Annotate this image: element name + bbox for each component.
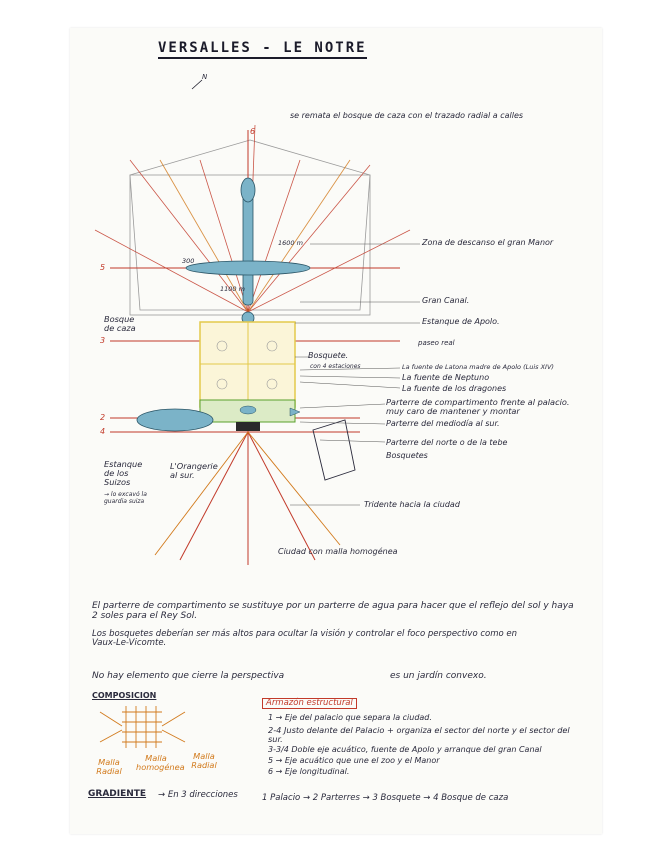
label-4-estaciones: con 4 estaciones: [310, 363, 361, 370]
label-ciudad: Ciudad con malla homogénea: [278, 547, 398, 556]
label-fuente-neptuno: La fuente de Neptuno: [402, 373, 490, 382]
dim-1600: 1600 m: [278, 239, 303, 247]
page-title: VERSALLES - LE NOTRE: [158, 40, 367, 59]
armazon-heading: Armazón estructural: [262, 698, 357, 709]
armazon-item-1: 1 → Eje del palacio que separa la ciudad.: [268, 713, 432, 722]
dim-1100: 1100 m: [220, 285, 245, 293]
label-gran-canal: Gran Canal.: [422, 296, 470, 305]
gardens: [200, 322, 300, 431]
bosquete-parcel: [313, 420, 355, 480]
axis-number-4: 4: [100, 427, 106, 436]
gradiente-text: → En 3 direcciones: [158, 790, 238, 800]
note-perspectiva: No hay elemento que cierre la perspectiva: [92, 671, 285, 681]
axis-number-3: 3: [100, 336, 106, 345]
composicion-sketch: [100, 706, 185, 748]
label-parterre-norte: Parterre del norte o de la tebe: [386, 438, 508, 447]
label-fuente-latona: La fuente de Latona madre de Apolo (Luis XIV): [402, 363, 554, 371]
axis-number-2: 2: [100, 413, 106, 422]
note-bosquetes: Los bosquetes deberían ser más altos para ocultar la visión y controlar el foco perspectivo como en Vaux-Le-Vicomte.: [92, 629, 518, 649]
composicion-item-3: Malla Radial: [191, 751, 217, 771]
composicion-heading: COMPOSICION: [92, 691, 157, 700]
label-paseo-real: paseo real: [418, 339, 455, 347]
composicion-item-1: Malla Radial: [96, 757, 122, 777]
label-estanque-suizos: Estanque de los Suizos: [104, 459, 143, 488]
label-parterre-compartimento: Parterre de compartimento frente al palacio. muy caro de mantener y montar: [386, 397, 570, 417]
label-parterre-mediodia: Parterre del mediodía al sur.: [386, 419, 500, 428]
north-label: N: [202, 73, 208, 81]
armazon-item-5: 6 → Eje longitudinal.: [268, 767, 350, 776]
axis-number-5: 5: [100, 263, 106, 272]
armazon-item-2: 2-4 Justo delante del Palacio + organiza el sector del norte y el sector del sur.: [268, 725, 570, 745]
armazon-item-3: 3-3/4 Doble eje acuático, fuente de Apolo y arranque del gran Canal: [268, 745, 542, 754]
label-zona-descanso: Zona de descanso el gran Manor: [422, 238, 554, 247]
leader-lines: [290, 244, 420, 505]
gradiente-steps: 1 Palacio → 2 Parterres → 3 Bosquete → 4 Bosque de caza: [262, 793, 509, 803]
top-note: se remata el bosque de caza con el trazado radial a calles: [290, 111, 524, 120]
grand-canal: [186, 178, 310, 324]
gradiente-heading: GRADIENTE: [88, 789, 147, 799]
note-parterre-agua: El parterre de compartimento se sustituye por un parterre de agua para hacer que el reflejo del sol y haya 2 soles para el Rey Sol.: [92, 601, 574, 621]
composicion-item-2: Malla homogénea: [136, 753, 185, 773]
north-arrow: [192, 80, 202, 89]
estanque-suizos: [137, 409, 213, 431]
label-bosquete: Bosquete.: [308, 351, 349, 360]
note-jardin-convexo: es un jardín convexo.: [390, 671, 487, 681]
axis-number-6: 6: [250, 127, 256, 136]
dim-300: 300: [182, 257, 195, 265]
label-tridente: Tridente hacia la ciudad: [364, 500, 460, 509]
tridente: [180, 432, 315, 565]
armazon-item-4: 5 → Eje acuático que une el zoo y el Manor: [268, 756, 440, 765]
label-fuente-dragones: La fuente de los dragones: [402, 384, 507, 393]
label-estanque-apolo: Estanque de Apolo.: [422, 317, 500, 326]
label-bosquetes: Bosquetes: [386, 451, 428, 460]
label-bosque-caza: Bosque de caza: [104, 314, 136, 334]
label-orangerie: L'Orangerie al sur.: [170, 461, 218, 481]
label-estanque-note: → lo excavó la guardia suiza: [104, 491, 147, 505]
